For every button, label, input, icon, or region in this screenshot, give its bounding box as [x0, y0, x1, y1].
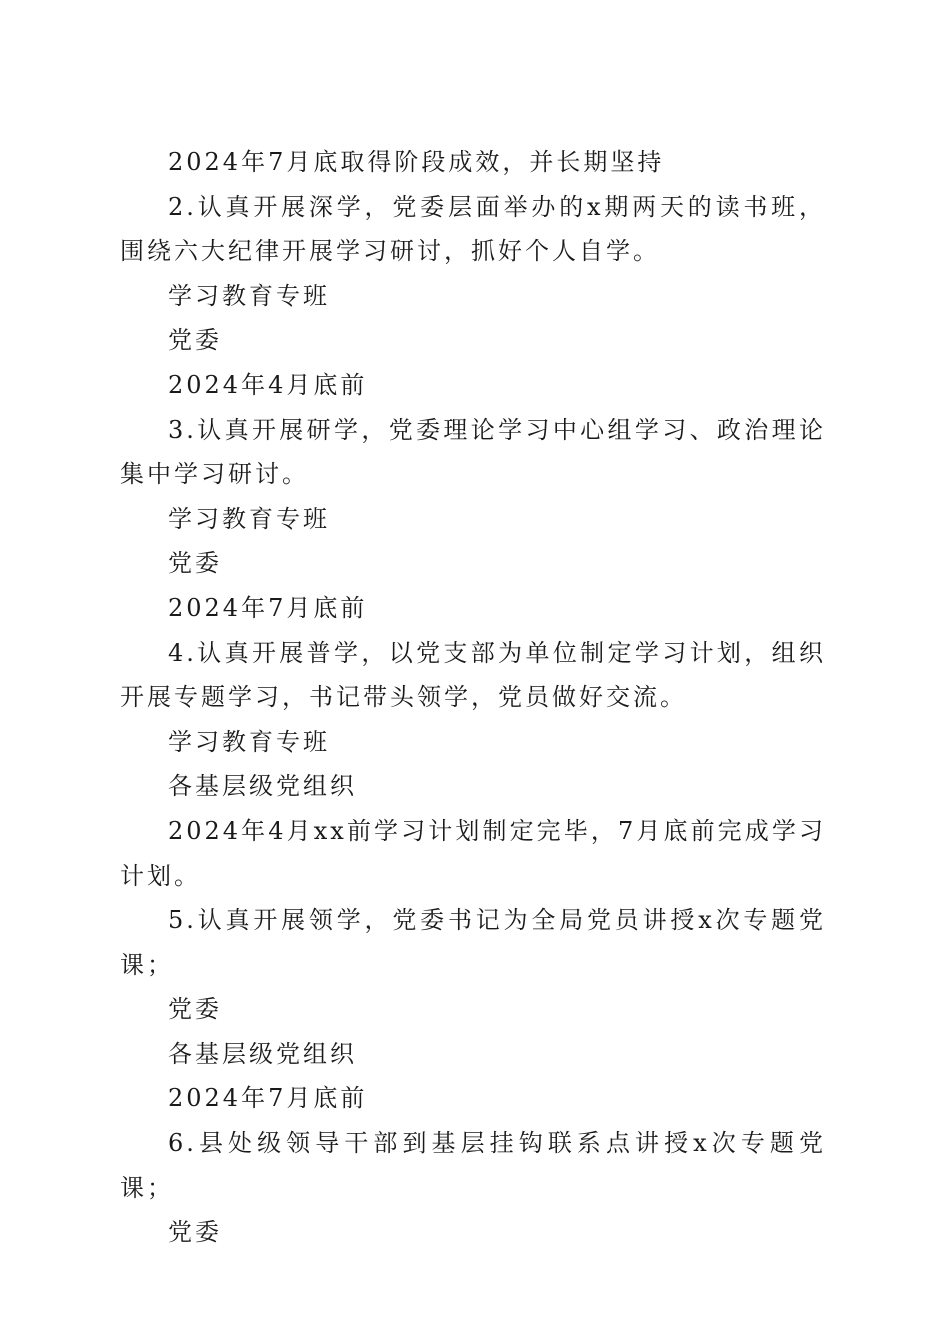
paragraph-13: 2024年4月xx前学习计划制定完毕，7月底前完成学习计划。 [120, 816, 826, 890]
paragraph-8: 党委 [168, 549, 222, 578]
paragraph-18: 6.县处级领导干部到基层挂钩联系点讲授x次专题党课； [120, 1129, 826, 1202]
paragraph-2: 2.认真开展深学，党委层面举办的x期两天的读书班，围绕六大纪律开展学习研讨，抓好个人自学。 [120, 192, 826, 266]
paragraph-6: 3.认真开展研学，党委理论学习中心组学习、政治理论集中学习研讨。 [120, 415, 826, 489]
paragraph-15: 党委 [168, 995, 222, 1024]
paragraph-12: 各基层级党组织 [168, 772, 357, 801]
paragraph-9: 2024年7月底前 [168, 593, 368, 622]
paragraph-4: 党委 [168, 326, 222, 355]
document-body [120, 140, 826, 1255]
paragraph-5: 2024年4月底前 [168, 370, 368, 399]
paragraph-16: 各基层级党组织 [168, 1039, 357, 1068]
paragraph-1: 2024年7月底取得阶段成效，并长期坚持 [168, 148, 665, 176]
paragraph-3: 学习教育专班 [168, 281, 330, 310]
paragraph-14: 5.认真开展领学，党委书记为全局党员讲授x次专题党课； [120, 906, 826, 979]
paragraph-17: 2024年7月底前 [168, 1084, 368, 1113]
paragraph-19: 党委 [168, 1218, 222, 1247]
paragraph-7: 学习教育专班 [168, 504, 330, 533]
paragraph-11: 学习教育专班 [168, 727, 330, 756]
paragraph-10: 4.认真开展普学，以党支部为单位制定学习计划，组织开展专题学习，书记带头领学，党员做好交流。 [120, 638, 826, 712]
